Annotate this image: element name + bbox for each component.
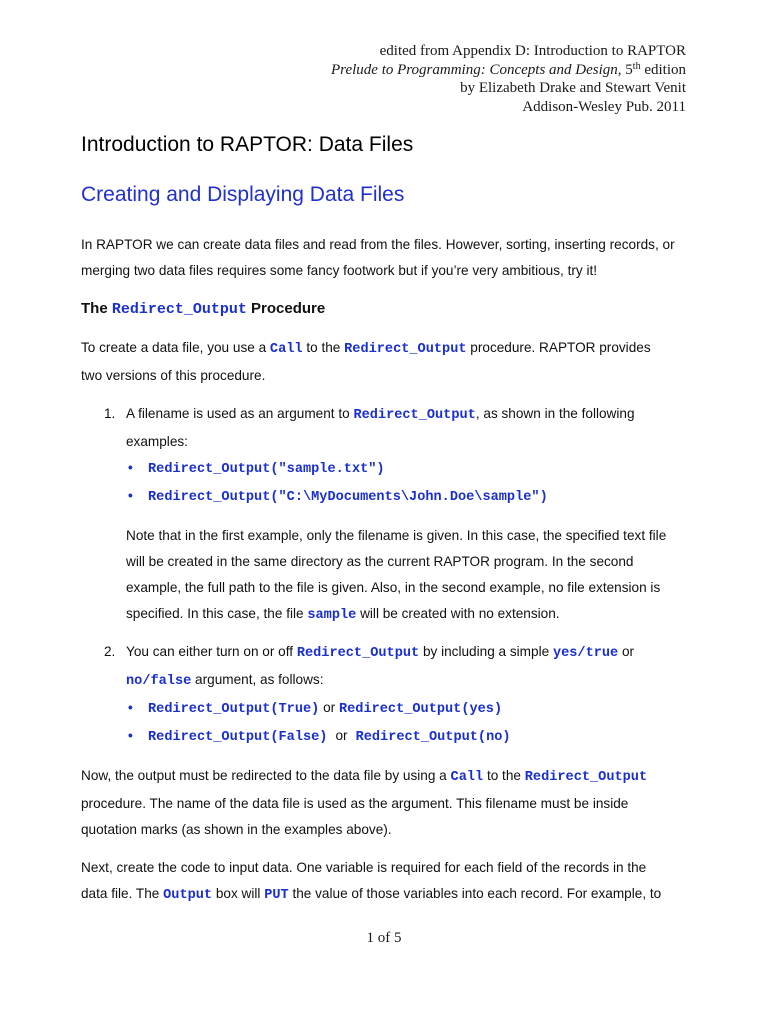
code-redirect-output: Redirect_Output bbox=[353, 408, 476, 423]
code-yes-true: yes/true bbox=[552, 646, 619, 661]
code-no-false: no/false bbox=[126, 674, 192, 689]
note-paragraph: Note that in the first example, only the filename is given. In this case, the specified text file will be created in the same directory as the current RAPTOR program. In the second example, the full path to the file is given. Also, in the second example, no file extension is specified. In this case, the file sample will be created with no extension. bbox=[126, 528, 667, 623]
list-number: 2. bbox=[104, 644, 116, 659]
attribution-authors: by Elizabeth Drake and Stewart Venit bbox=[460, 80, 686, 96]
next-paragraph: Next, create the code to input data. One variable is required for each field of the records in the data file. The Output box will PUT the value of those variables into each record. For example, to bbox=[81, 860, 662, 903]
code-call: Call bbox=[269, 342, 303, 357]
bullet-icon: • bbox=[128, 728, 133, 743]
code-put: PUT bbox=[264, 888, 289, 903]
code-output: Output bbox=[163, 888, 213, 903]
page-title: Introduction to RAPTOR: Data Files bbox=[81, 133, 414, 156]
section-heading: Creating and Displaying Data Files bbox=[81, 183, 405, 206]
list-number: 1. bbox=[104, 406, 116, 421]
bullet-item: • Redirect_Output(True) or Redirect_Output(yes) bbox=[126, 695, 693, 723]
attribution-book: Prelude to Programming: Concepts and Design, 5th edition bbox=[331, 60, 686, 78]
code-call: Call bbox=[450, 770, 484, 785]
attribution-header bbox=[331, 42, 686, 116]
attribution-source: edited from Appendix D: Introduction to RAPTOR bbox=[379, 43, 686, 59]
bullet-icon: • bbox=[128, 488, 133, 503]
page-number: 1 of 5 bbox=[366, 930, 402, 946]
attribution-publisher: Addison-Wesley Pub. 2011 bbox=[522, 98, 686, 115]
code-redirect-output: Redirect_Output bbox=[524, 770, 648, 785]
create-paragraph: To create a data file, you use a Call to the Redirect_Output procedure. RAPTOR provides two versions of this procedure. bbox=[81, 340, 651, 383]
numbered-list bbox=[81, 401, 693, 751]
example-bullets bbox=[126, 455, 693, 511]
bullet-item: • Redirect_Output("C:\MyDocuments\John.Doe\sample") bbox=[126, 483, 693, 511]
code-redirect-output: Redirect_Output bbox=[344, 342, 467, 357]
argument-bullets bbox=[126, 695, 693, 751]
document-body bbox=[81, 130, 693, 909]
list-item-2: 2. You can either turn on or off Redirect_Output by including a simple yes/true or no/false argument, as follows: • Redirect_Output(True) or Redirect_Output(yes) • Redirect_Output(False) or Redirect_Output(no) bbox=[81, 639, 693, 751]
bullet-item: • Redirect_Output("sample.txt") bbox=[126, 455, 693, 483]
bullet-item: • Redirect_Output(False) or Redirect_Output(no) bbox=[126, 723, 693, 751]
bullet-icon: • bbox=[128, 460, 133, 475]
subheading-code: Redirect_Output bbox=[111, 301, 247, 318]
subheading-redirect-output: The Redirect_Output Procedure bbox=[81, 300, 326, 318]
list-item-1: 1. A filename is used as an argument to Redirect_Output, as shown in the following examples: • Redirect_Output("sample.txt") • Redirect_Output("C:\MyDocuments\John.Doe\sample") Note that in the first example, only the filename is given. In this case, the specified text file will be created in the same directory as the current RAPTOR program. In the second example, the full path to the file is given. Also, in the second example, no file extension is specified. In this case, the file sample will be created with no extension. bbox=[81, 401, 693, 629]
code-redirect-output: Redirect_Output bbox=[296, 646, 420, 661]
bullet-icon: • bbox=[128, 700, 133, 715]
code-sample: sample bbox=[307, 608, 357, 623]
intro-paragraph: In RAPTOR we can create data files and read from the files. However, sorting, inserting records, or merging two data files requires some fancy footwork but if you’re very ambitious, try it! bbox=[81, 237, 675, 278]
now-paragraph: Now, the output must be redirected to the data file by using a Call to the Redirect_Output procedure. The name of the data file is used as the argument. This filename must be inside quotation marks (as shown in the examples above). bbox=[81, 768, 648, 837]
book-title: Prelude to Programming: Concepts and Design bbox=[331, 61, 618, 78]
